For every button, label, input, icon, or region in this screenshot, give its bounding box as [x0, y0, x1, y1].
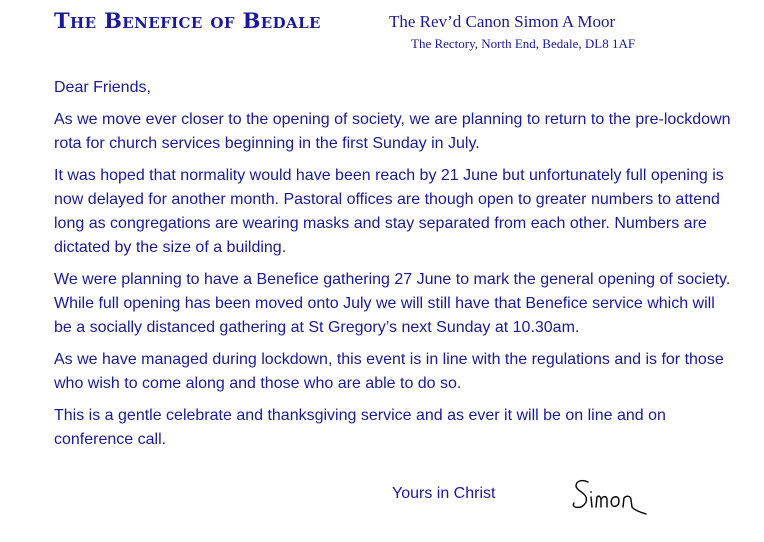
signature-image — [570, 476, 650, 520]
letter-body — [54, 76, 734, 460]
paragraph: It was hoped that normality would have been reach by 21 June but unfortunately full opening is now delayed for another month. Pastoral offices are though open to greater numbers to attend long as congregations are wearing masks and stay separated from each other. Numbers are dictated by the size of a building. — [54, 167, 724, 256]
paragraph: As we move ever closer to the opening of society, we are planning to return to the pre-lockdown rota for church services beginning in the first Sunday in July. — [54, 111, 731, 152]
salutation: Dear Friends, — [54, 79, 151, 96]
paragraph: We were planning to have a Benefice gathering 27 June to mark the general opening of society. While full opening has been moved onto July we will still have that Benefice service which will be a socially distanced gathering at St Gregory’s next Sunday at 10.30am. — [54, 271, 731, 336]
letterhead — [0, 0, 764, 60]
rectory-address: The Rectory, North End, Bedale, DL8 1AF — [411, 36, 636, 51]
paragraph: As we have managed during lockdown, this event is in line with the regulations and is for those who wish to come along and those who are able to do so. — [54, 351, 724, 392]
closing-line: Yours in Christ — [392, 485, 496, 502]
minister-name: The Rev’d Canon Simon A Moor — [389, 12, 616, 31]
paragraph: This is a gentle celebrate and thanksgiving service and as ever it will be on line and on conference call. — [54, 407, 666, 448]
organisation-name: The Benefice of Bedale — [54, 8, 321, 33]
